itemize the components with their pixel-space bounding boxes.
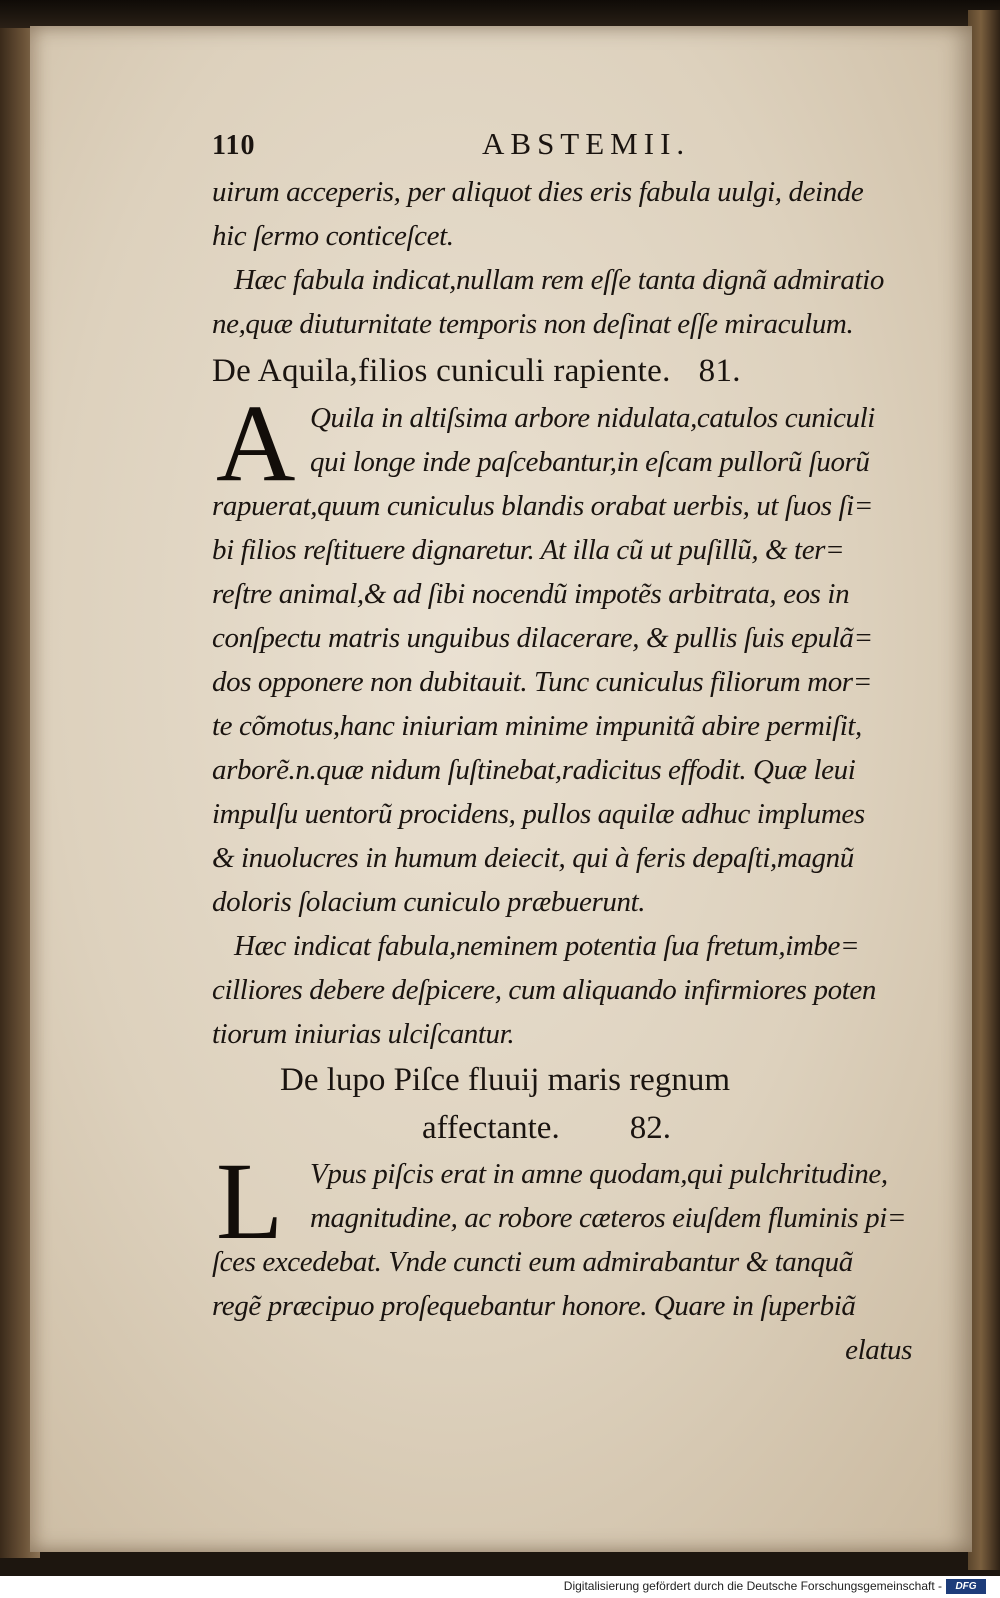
text-line: dos opponere non dubitauit. Tunc cuniculus filiorum mor=: [212, 666, 872, 698]
dropcap-a: A: [216, 382, 296, 504]
moral-line: cilliores debere deſpicere, cum aliquando infirmiores poten: [212, 974, 876, 1006]
fable-81-body: [212, 382, 952, 924]
text-line: uirum acceperis, per aliquot dies eris fabula uulgi, deinde: [212, 176, 864, 208]
fable-82-heading-line1: De lupo Piſce fluuij maris regnum: [280, 1062, 730, 1098]
book-page: [30, 26, 972, 1552]
dropcap-l: L: [216, 1140, 284, 1262]
moral-line: tiorum iniurias ulciſcantur.: [212, 1018, 515, 1050]
fable-81-number: 81.: [698, 353, 741, 389]
moral-line: Hæc indicat fabula,neminem potentia ſua fretum,imbe=: [234, 930, 860, 962]
fable-82-heading-line2: [212, 1104, 952, 1152]
dfg-logo: DFG: [946, 1579, 986, 1594]
text-line: reſtre animal,& ad ſibi nocendũ impotẽs arbitrata, eos in: [212, 578, 850, 610]
catchword: elatus: [845, 1334, 912, 1366]
digitization-footer: [0, 1576, 1000, 1598]
running-title: ABSTEMII.: [482, 126, 691, 161]
scan-border-top: [0, 0, 1000, 28]
text-line: arborẽ.n.quæ nidum ſuſtinebat,radicitus effodit. Quæ leui: [212, 754, 856, 786]
fable-82-body: [212, 1140, 952, 1328]
moral-line: ne,quæ diuturnitate temporis non deſinat eſſe miraculum.: [212, 308, 854, 340]
fable-81-title: De Aquila,filios cuniculi rapiente.: [212, 353, 671, 389]
text-line: impulſu uentorũ procidens, pullos aquilæ adhuc implumes: [212, 798, 865, 830]
text-line: ſces excedebat. Vnde cuncti eum admirabantur & tanquã: [212, 1246, 853, 1278]
text-line: conſpectu matris unguibus dilacerare, & pullis ſuis epulã=: [212, 622, 873, 654]
text-line: rapuerat,quum cuniculus blandis orabat uerbis, ut ſuos ſi=: [212, 490, 873, 522]
text-line: te cõmotus,hanc iniuriam minime impunitã abire permiſit,: [212, 710, 862, 742]
moral-line: Hæc fabula indicat,nullam rem eſſe tanta dignã admiratio: [234, 264, 884, 296]
fable-81-heading: [212, 346, 952, 396]
page-text-block: [212, 126, 952, 1372]
text-line: doloris ſolacium cuniculo præbuerunt.: [212, 886, 646, 918]
page-number: 110: [212, 130, 256, 161]
running-head: [212, 126, 952, 170]
book-edge-right: [968, 10, 1000, 1570]
fable-82-number: 82.: [629, 1110, 671, 1146]
fable-82-title-end: affectante.: [422, 1110, 560, 1146]
text-line: regẽ præcipuo proſequebantur honore. Quare in ſuperbiã: [212, 1290, 856, 1322]
text-line: bi filios reſtituere dignaretur. At illa cũ ut puſillũ, & ter=: [212, 534, 845, 566]
text-line: Quila in altiſsima arbore nidulata,catulos cuniculi: [310, 402, 875, 434]
text-line: qui longe inde paſcebantur,in eſcam pullorũ ſuorũ: [310, 446, 870, 478]
footer-credit: Digitalisierung gefördert durch die Deutsche Forschungsgemeinschaft -: [563, 1579, 942, 1593]
text-line: Vpus piſcis erat in amne quodam,qui pulchritudine,: [310, 1158, 888, 1190]
text-line: hic ſermo conticeſcet.: [212, 220, 454, 252]
text-line: & inuolucres in humum deiecit, qui à feris depaſti,magnũ: [212, 842, 854, 874]
text-line: magnitudine, ac robore cæteros eiuſdem fluminis pi=: [310, 1202, 907, 1234]
